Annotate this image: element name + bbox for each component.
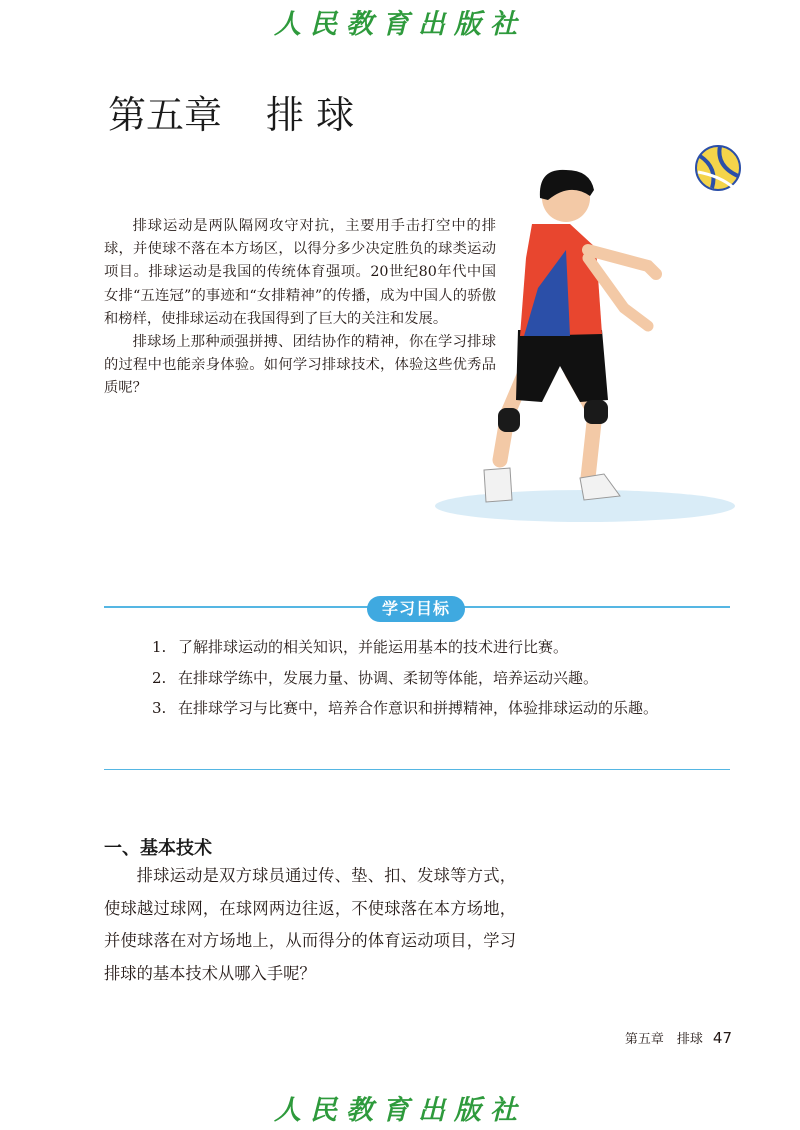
goals-list — [152, 632, 722, 724]
chapter-number: 第五章 — [108, 93, 223, 137]
goal-text: 在排球学练中，发展力量、协调、柔韧等体能，培养运动兴趣。 — [178, 668, 599, 687]
goal-number: 3. — [152, 699, 167, 717]
goal-item — [152, 693, 722, 724]
publisher-footer: 人民教育出版社 — [274, 1095, 526, 1126]
intro-paragraph-2: 排球场上那种顽强拼搏、团结协作的精神，你在学习排球的过程中也能亲身体验。如何学习排球技术，体验这些优秀品质呢？ — [104, 334, 496, 397]
goal-text: 了解排球运动的相关知识，并能运用基本的技术进行比赛。 — [178, 638, 569, 656]
section-heading: 一、基本技术 — [104, 838, 212, 859]
volleyball-icon — [696, 146, 740, 190]
intro-paragraph-1: 排球运动是两队隔网攻守对抗，主要用手击打空中的排球，并使球不落在本方场区，以得分多少决定胜负的球类运动项目。排球运动是我国的传统体育强项。20世纪80年代中国女排“五连冠”的事迹和“女排精神”的传播，成为中国人的骄傲和榜样，使排球运动在我国得到了巨大的关注和发展。 — [104, 218, 496, 327]
publisher-header: 人民教育出版社 — [274, 9, 526, 40]
footer-chapter-label: 第五章 排球 — [624, 1032, 703, 1047]
goals-divider-bottom — [104, 769, 730, 770]
goal-number: 2. — [152, 668, 167, 687]
goal-number: 1. — [152, 638, 167, 656]
goal-item — [152, 632, 722, 663]
goals-title-badge: 学习目标 — [367, 596, 465, 622]
goal-text: 在排球学习与比赛中，培养合作意识和拼搏精神，体验排球运动的乐趣。 — [178, 699, 659, 717]
volleyball-player-icon — [420, 138, 750, 538]
page-number: 47 — [712, 1029, 732, 1047]
goal-item — [152, 663, 722, 694]
chapter-name: 排 球 — [266, 93, 355, 137]
chapter-title — [108, 84, 354, 139]
section-body: 排球运动是双方球员通过传、垫、扣、发球等方式，使球越过球网，在球网两边往返，不使球落在本方场地，并使球落在对方场地上，从而得分的体育运动项目，学习排球的基本技术从哪入手呢？ — [104, 866, 516, 983]
page-footer — [600, 1028, 732, 1047]
